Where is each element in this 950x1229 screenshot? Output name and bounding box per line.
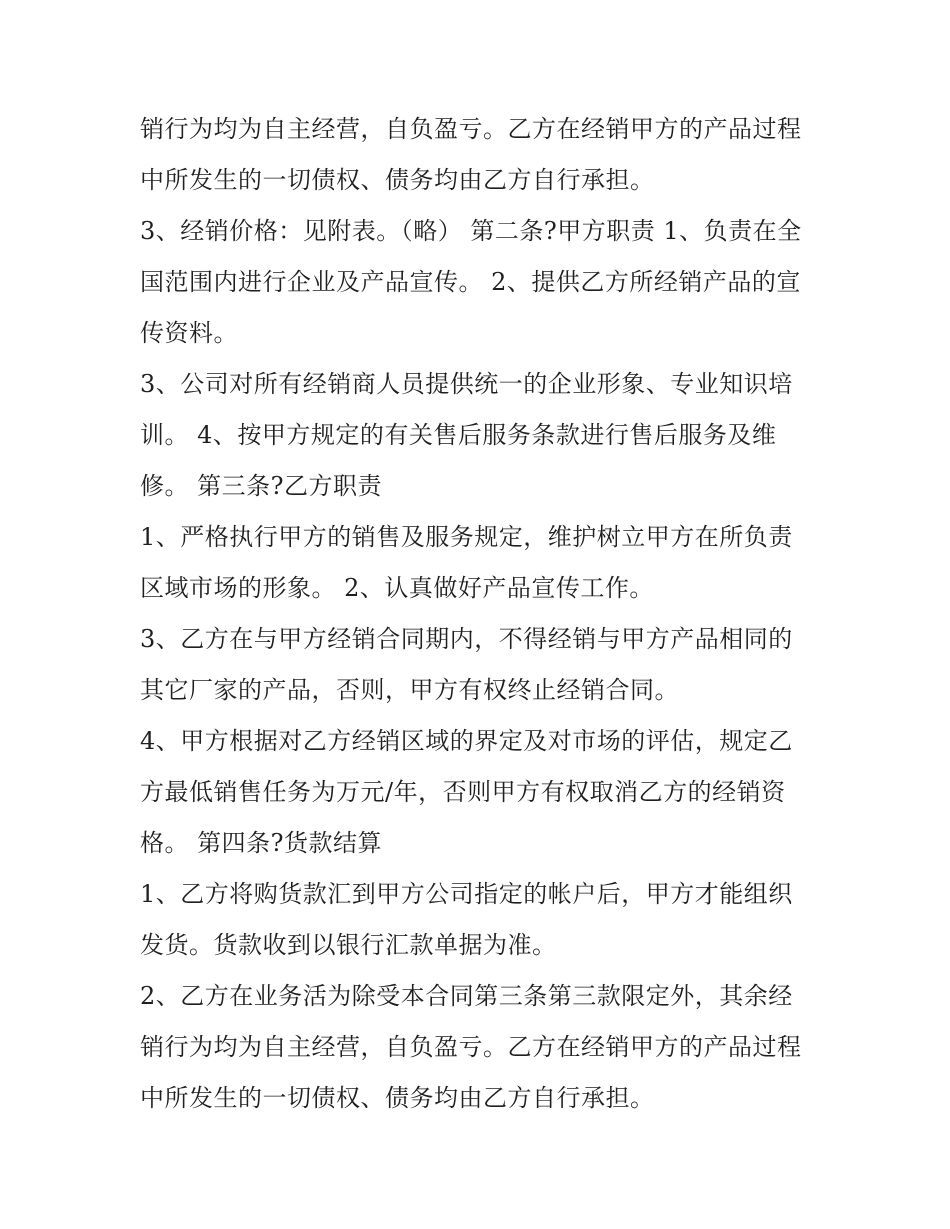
text-line: 方最低销售任务为万元/年，否则甲方有权取消乙方的经销资 [140, 778, 786, 806]
text-line: 1、严格执行甲方的销售及服务规定，维护树立甲方在所负责 [140, 523, 793, 551]
text-line: 销行为均为自主经营，自负盈亏。乙方在经销甲方的产品过程 [140, 115, 802, 143]
text-line: 格。 第四条?货款结算 [140, 829, 382, 857]
text-line: 中所发生的一切债权、债务均由乙方自行承担。 [140, 1084, 655, 1112]
text-line: 2、乙方在业务活为除受本合同第三条第三款限定外，其余经 [140, 982, 793, 1010]
text-line: 1、乙方将购货款汇到甲方公司指定的帐户后，甲方才能组织 [140, 880, 793, 908]
text-line: 修。 第三条?乙方职责 [140, 472, 382, 500]
text-line: 3、乙方在与甲方经销合同期内，不得经销与甲方产品相同的 [140, 625, 793, 653]
text-line: 发货。货款收到以银行汇款单据为准。 [140, 931, 557, 959]
text-line: 区域市场的形象。 2、认真做好产品宣传工作。 [140, 574, 654, 602]
text-line: 国范围内进行企业及产品宣传。 2、提供乙方所经销产品的宣 [140, 268, 801, 296]
text-line: 中所发生的一切债权、债务均由乙方自行承担。 [140, 166, 655, 194]
text-line: 4、甲方根据对乙方经销区域的界定及对市场的评估，规定乙 [140, 727, 793, 755]
document-body [140, 104, 820, 1124]
text-line: 销行为均为自主经营，自负盈亏。乙方在经销甲方的产品过程 [140, 1033, 802, 1061]
text-line: 训。 4、按甲方规定的有关售后服务条款进行售后服务及维 [140, 421, 777, 449]
text-line: 3、公司对所有经销商人员提供统一的企业形象、专业知识培 [140, 370, 793, 398]
text-line: 3、经销价格：见附表。（略） 第二条?甲方职责 1、负责在全 [140, 217, 802, 245]
text-line: 传资料。 [140, 319, 238, 347]
text-line: 其它厂家的产品，否则，甲方有权终止经销合同。 [140, 676, 679, 704]
